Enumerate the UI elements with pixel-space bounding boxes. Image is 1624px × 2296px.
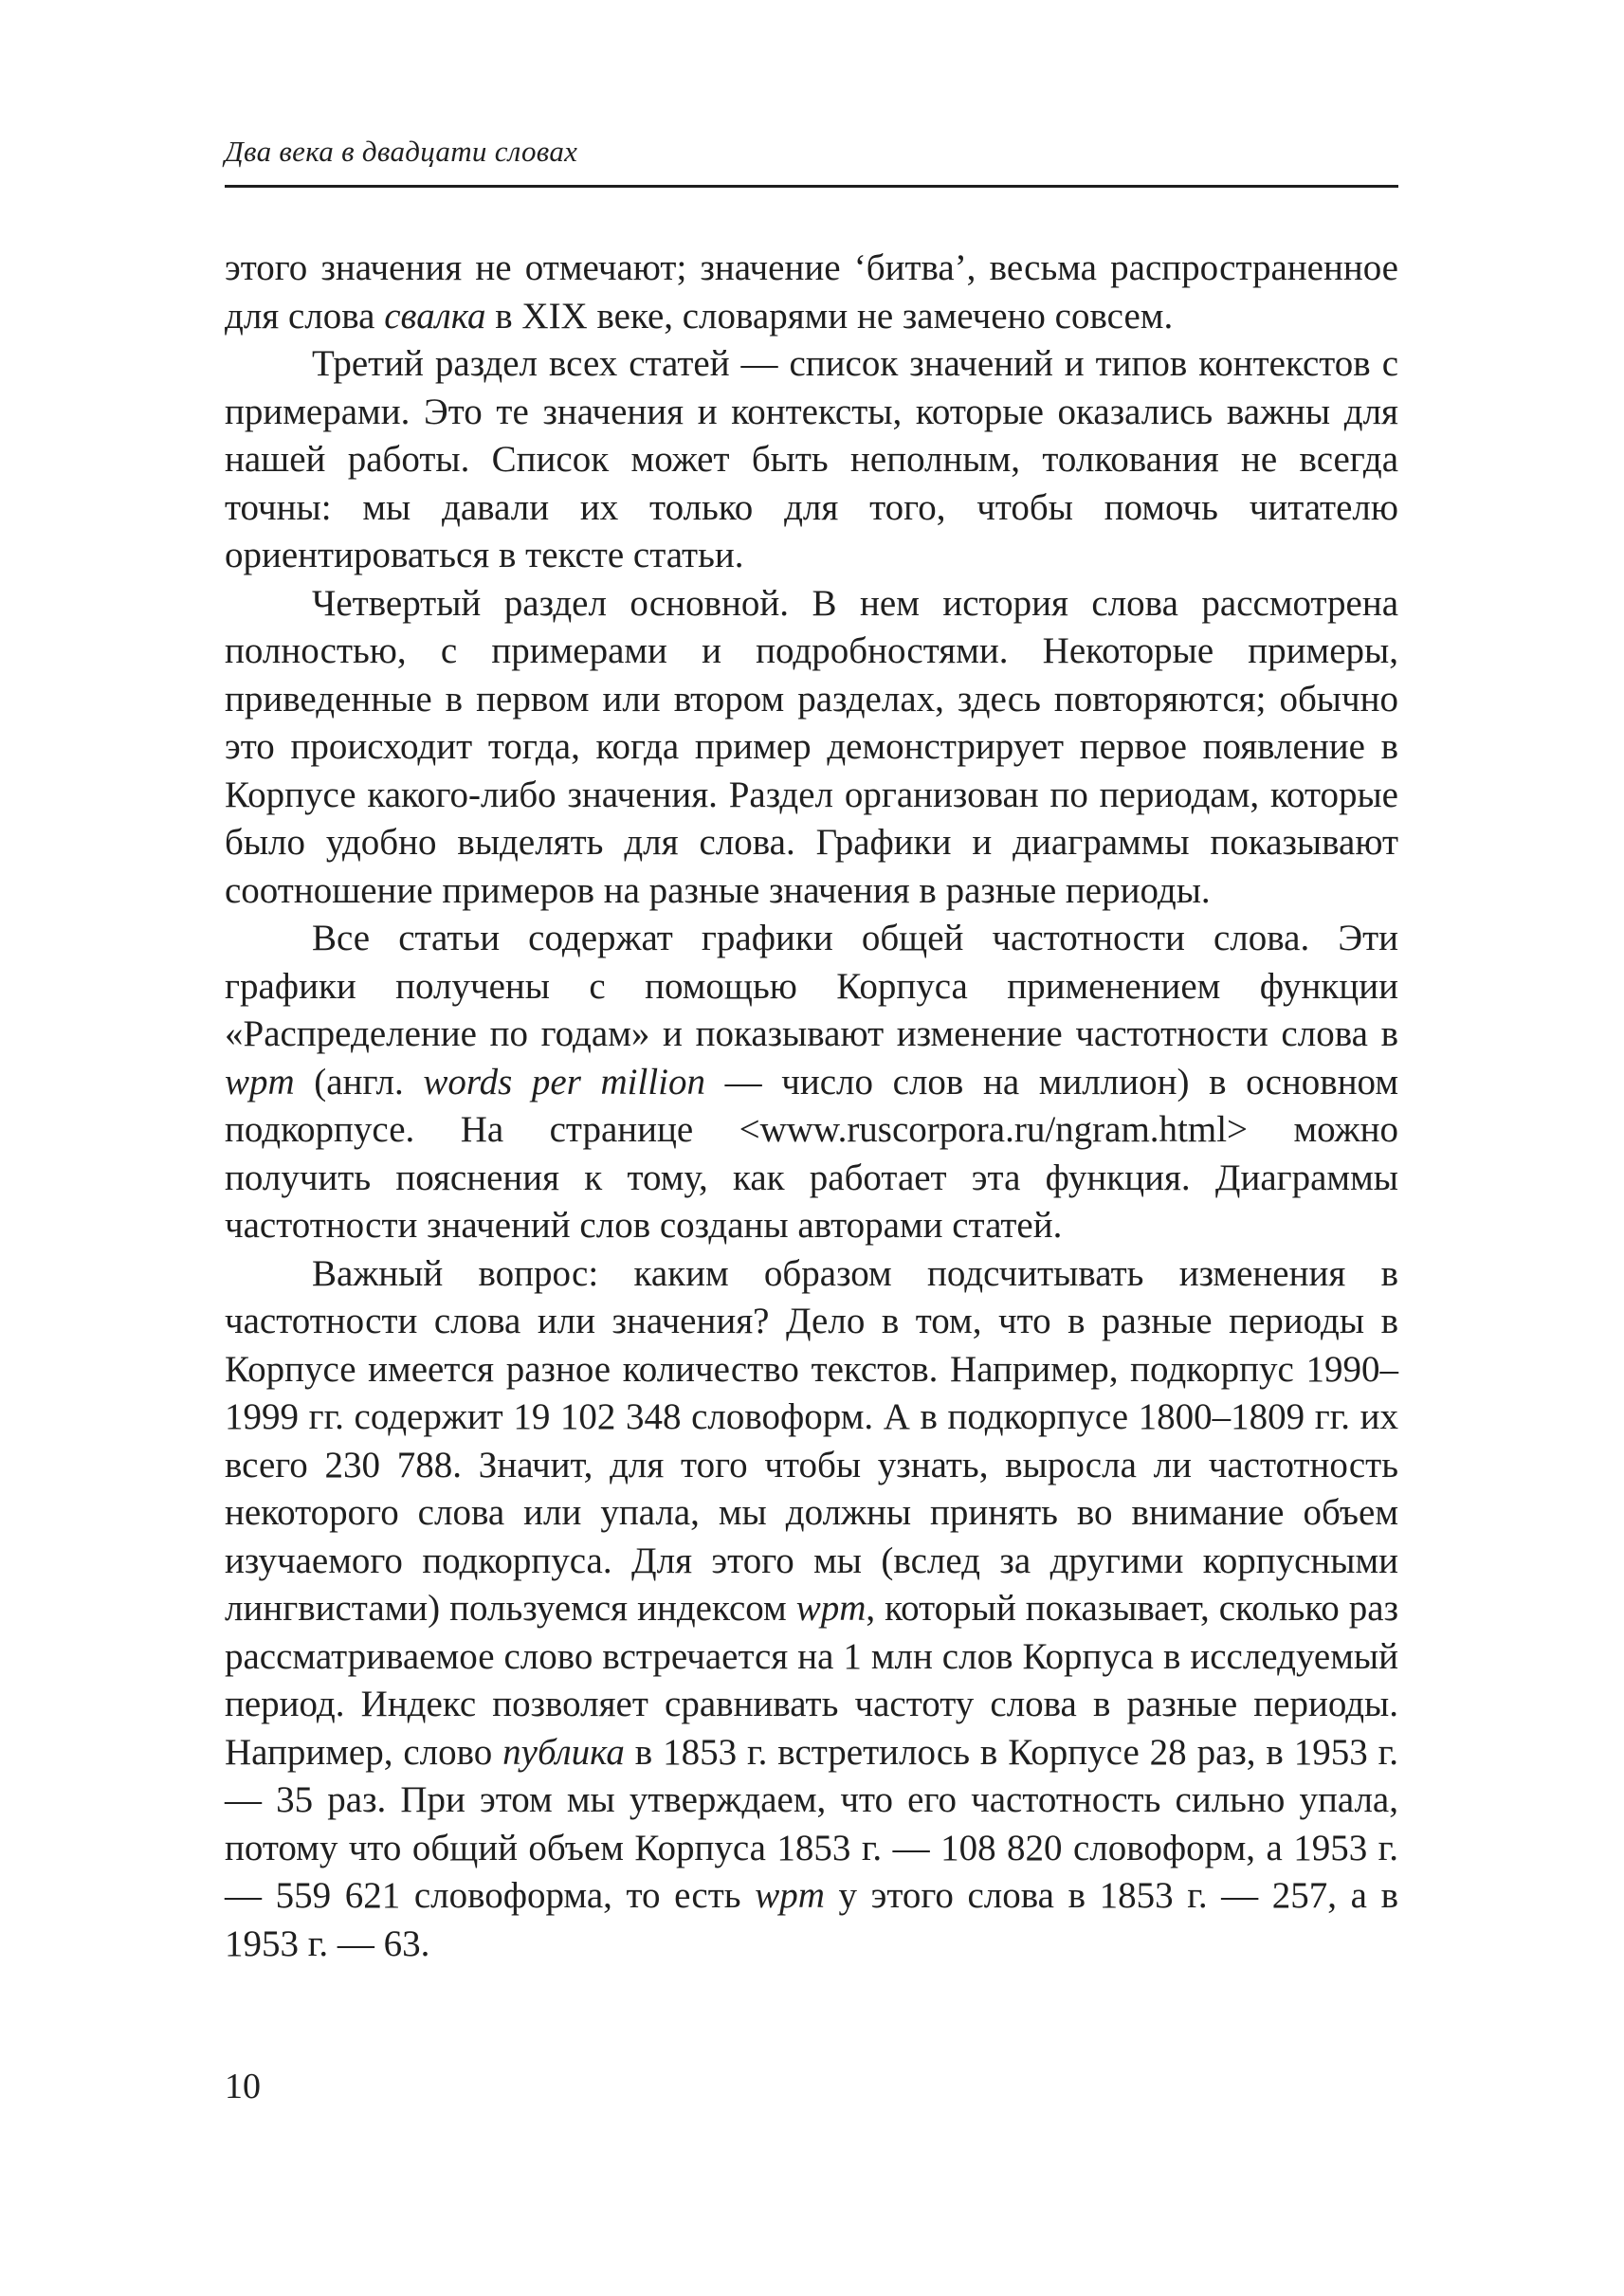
page-number: 10 [225,2067,261,2106]
paragraph [225,245,1398,340]
text-run: этого значения не отмечают; значение ‘битва’, весьма распространенное для слова [225,247,1398,337]
paragraph [225,580,1398,916]
body-text [225,245,1398,1968]
header-rule [225,185,1398,188]
text-run: у этого слова в 1853 г. — 257, а в 1953 г. — 63. [225,1875,1398,1964]
text-run: , который показывает, сколько раз рассматриваемое слово встречается на 1 млн слов Корпуса в исследуемый период. Индекс позволяет сравнивать частоту слова в разные периоды. Например, слово [225,1588,1398,1773]
text-run: Третий раздел всех статей — список значений и типов контекстов с примерами. Это те значения и контексты, которые оказались важны для нашей работы. Список может быть неполным, толкования не всегда точны: мы давали их только для того, чтобы помочь читателю ориентироваться в тексте статьи. [225,343,1398,575]
text-run: (англ. [294,1061,424,1102]
italic-term: свалка [384,295,486,337]
italic-term: wpm [225,1061,295,1102]
italic-term: публика [502,1731,625,1773]
text-run: Все статьи содержат графики общей частотности слова. Эти графики получены с помощью Корпуса применением функции «Распределение по годам» и показывают изменение частотности слова в [225,918,1398,1054]
paragraph [225,1250,1398,1969]
paragraph [225,915,1398,1250]
text-run: Важный вопрос: каким образом подсчитывать изменения в частотности слова или значения? Дело в том, что в разные периоды в Корпусе имеется разное количество текстов. Например, подкорпус 1990–1999 гг. содержит 19 102 348 словоформ. А в подкорпусе 1800–1809 гг. их всего 230 788. Значит, для того чтобы узнать, выросла ли частотность некоторого слова или упала, мы должны принять во внимание объем изучаемого подкорпуса. Для этого мы (вслед за другими корпусными лингвистами) пользуемся индексом [225,1252,1398,1629]
italic-term: wpm [755,1875,825,1916]
italic-term: wpm [795,1588,867,1629]
text-run: — число слов на миллион) в основном подкорпусе. На странице <www.ruscorpora.ru/ngram.html> можно получить пояснения к тому, как работает эта функция. Диаграммы частотности значений слов созданы авторами статей. [225,1061,1398,1246]
paragraph [225,340,1398,580]
text-run: в XIX веке, словарями не замечено совсем. [485,295,1174,337]
italic-term: words per million [423,1061,706,1102]
text-run: Четвертый раздел основной. В нем история слова рассмотрена полностью, с примерами и подробностями. Некоторые примеры, приведенные в первом или втором разделах, здесь повторяются; обычно это происходит тогда, когда пример демонстрирует первое появление в Корпусе какого-либо значения. Раздел организован по периодам, которые было удобно выделять для слова. Графики и диаграммы показывают соотношение примеров на разные значения в разные периоды. [225,582,1398,911]
running-head: Два века в двадцати словах [225,135,578,168]
text-run: в 1853 г. встретилось в Корпусе 28 раз, в 1953 г. — 35 раз. При этом мы утверждаем, что его частотность сильно упала, потому что общий объем Корпуса 1853 г. — 108 820 словоформ, а 1953 г. — 559 621 словоформа, то есть [225,1731,1398,1916]
